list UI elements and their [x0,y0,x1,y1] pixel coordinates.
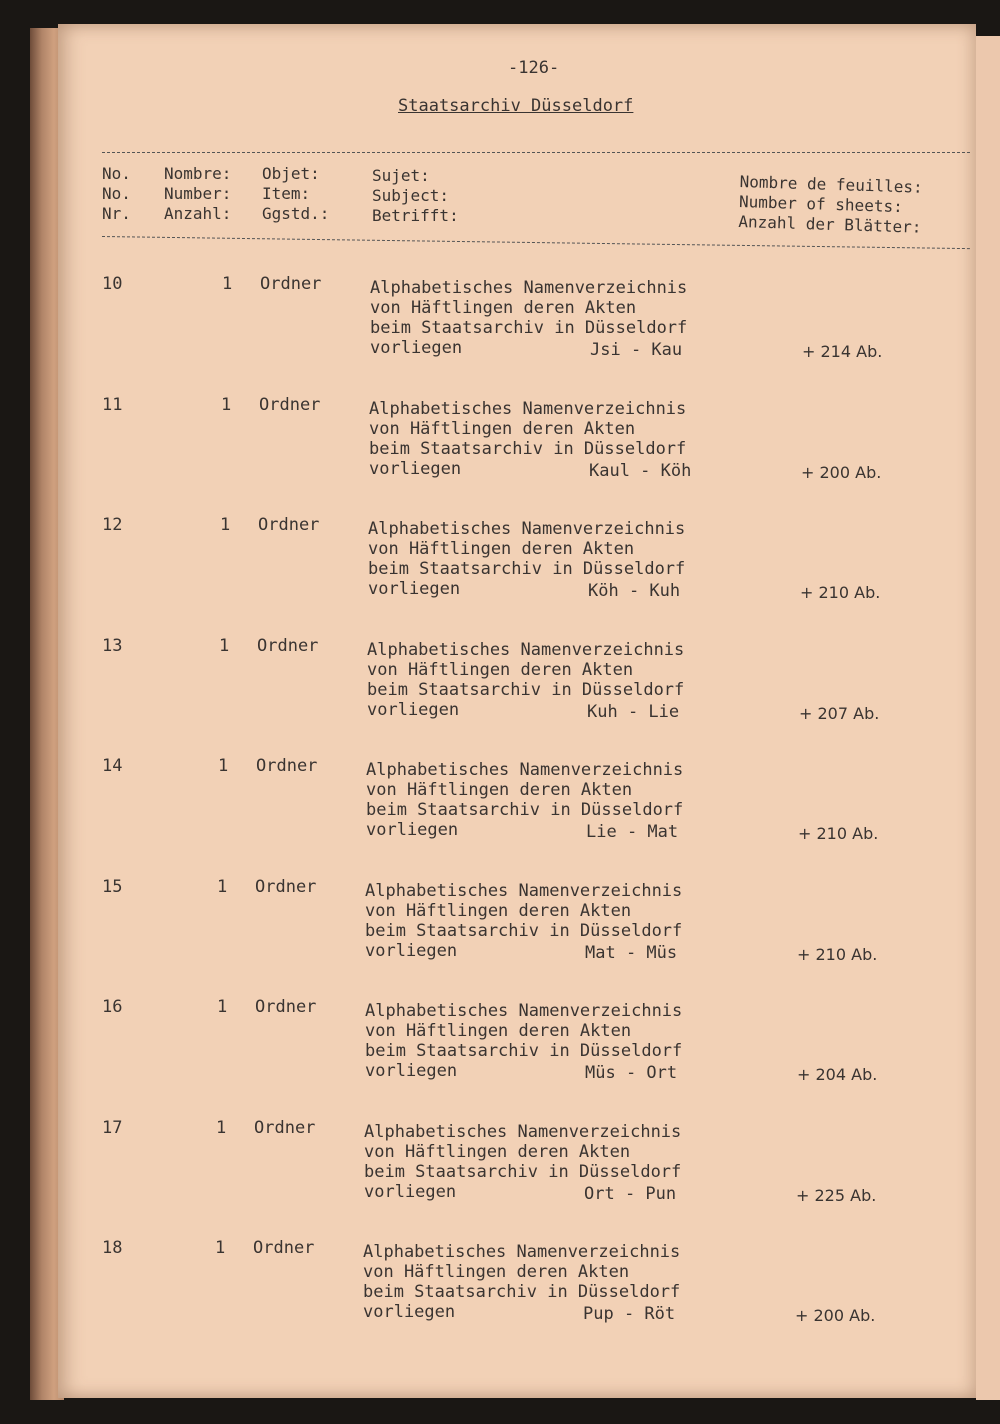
entry-quantity: 1 [221,394,232,415]
header-rule-top [102,152,970,153]
entry-sheet-count: + 207 Ab. [799,703,880,723]
entry-subject: Alphabetisches Namenverzeichnis von Häftlingen deren Akten beim Staatsarchiv in Düsseldorf vorliegen [366,760,684,840]
entry-sheet-count: + 200 Ab. [801,462,882,482]
entry-sheet-count: + 214 Ab. [802,342,883,361]
entry-quantity: 1 [216,1117,227,1138]
entry-object: Ordner [255,997,317,1017]
entry-name-range: Pup - Röt [583,1304,676,1324]
table-row [0,636,976,756]
table-row [0,515,976,635]
page-title: Staatsarchiv Düsseldorf [398,96,634,116]
header-subject: Sujet: Subject: Betrifft: [372,166,459,225]
entry-sheet-count: + 200 Ab. [795,1306,876,1325]
entry-quantity: 1 [217,876,228,897]
entry-name-range: Kuh - Lie [587,701,680,722]
table-row [0,997,976,1117]
page-number: -126- [508,58,560,78]
entry-quantity: 1 [217,997,228,1017]
entry-number: 18 [102,1238,123,1258]
entry-name-range: Ort - Pun [584,1183,677,1204]
entry-quantity: 1 [219,635,230,656]
entry-sheet-count: + 210 Ab. [798,824,879,843]
entry-number: 16 [102,997,123,1017]
entry-subject: Alphabetisches Namenverzeichnis von Häftlingen deren Akten beim Staatsarchiv in Düsseldorf vorliegen [364,1121,682,1202]
entry-sheet-count: + 210 Ab. [797,944,878,964]
table-row [0,274,976,394]
table-row [0,756,976,876]
entry-sheet-count: + 225 Ab. [796,1185,877,1205]
entry-subject: Alphabetisches Namenverzeichnis von Häftlingen deren Akten beim Staatsarchiv in Düsseldorf vorliegen [368,519,686,599]
entry-object: Ordner [256,756,318,776]
header-quantity: Nombre: Number: Anzahl: [164,164,232,223]
entry-number: 13 [102,635,123,656]
entry-subject: Alphabetisches Namenverzeichnis von Häftlingen deren Akten beim Staatsarchiv in Düsseldorf vorliegen [365,880,683,961]
entry-number: 10 [102,274,123,294]
entry-object: Ordner [260,274,322,294]
entry-name-range: Müs - Ort [585,1063,678,1083]
entry-sheet-count: + 204 Ab. [797,1065,878,1084]
entry-quantity: 1 [220,515,231,535]
entry-subject: Alphabetisches Namenverzeichnis von Häftlingen deren Akten beim Staatsarchiv in Düsseldorf vorliegen [370,278,688,358]
next-page-edge [976,36,1000,1400]
entry-object: Ordner [255,876,317,897]
header-object: Objet: Item: Ggstd.: [262,164,330,223]
table-row [0,395,976,515]
entry-number: 17 [102,1117,123,1138]
entry-name-range: Mat - Müs [585,942,678,963]
entry-subject: Alphabetisches Namenverzeichnis von Häftlingen deren Akten beim Staatsarchiv in Düsseldorf vorliegen [367,639,685,720]
entry-name-range: Kaul - Köh [589,460,692,481]
entry-name-range: Jsi - Kau [590,340,683,360]
header-sheets: Nombre de feuilles: Number of sheets: Anzahl der Blätter: [738,172,923,237]
entry-number: 14 [102,756,123,776]
entry-name-range: Lie - Mat [586,822,679,842]
entry-sheet-count: + 210 Ab. [800,583,881,602]
entry-object: Ordner [257,635,319,656]
entry-subject: Alphabetisches Namenverzeichnis von Häftlingen deren Akten beim Staatsarchiv in Düsseldorf vorliegen [363,1242,681,1322]
entry-object: Ordner [254,1117,316,1138]
entry-object: Ordner [258,515,320,535]
entry-quantity: 1 [215,1238,226,1258]
entry-subject: Alphabetisches Namenverzeichnis von Häftlingen deren Akten beim Staatsarchiv in Düsseldorf vorliegen [365,1001,683,1081]
table-row [0,1238,976,1358]
entry-number: 11 [102,394,123,415]
table-row [0,1118,976,1238]
entry-object: Ordner [259,394,321,415]
entry-number: 12 [102,515,123,535]
entry-quantity: 1 [222,274,233,294]
header-no: No. No. Nr. [102,164,131,223]
entry-object: Ordner [253,1238,315,1258]
entry-quantity: 1 [218,756,229,776]
table-row [0,877,976,997]
entry-number: 15 [102,876,123,897]
entry-name-range: Köh - Kuh [588,581,681,601]
entry-subject: Alphabetisches Namenverzeichnis von Häftlingen deren Akten beim Staatsarchiv in Düsseldorf vorliegen [369,398,687,479]
